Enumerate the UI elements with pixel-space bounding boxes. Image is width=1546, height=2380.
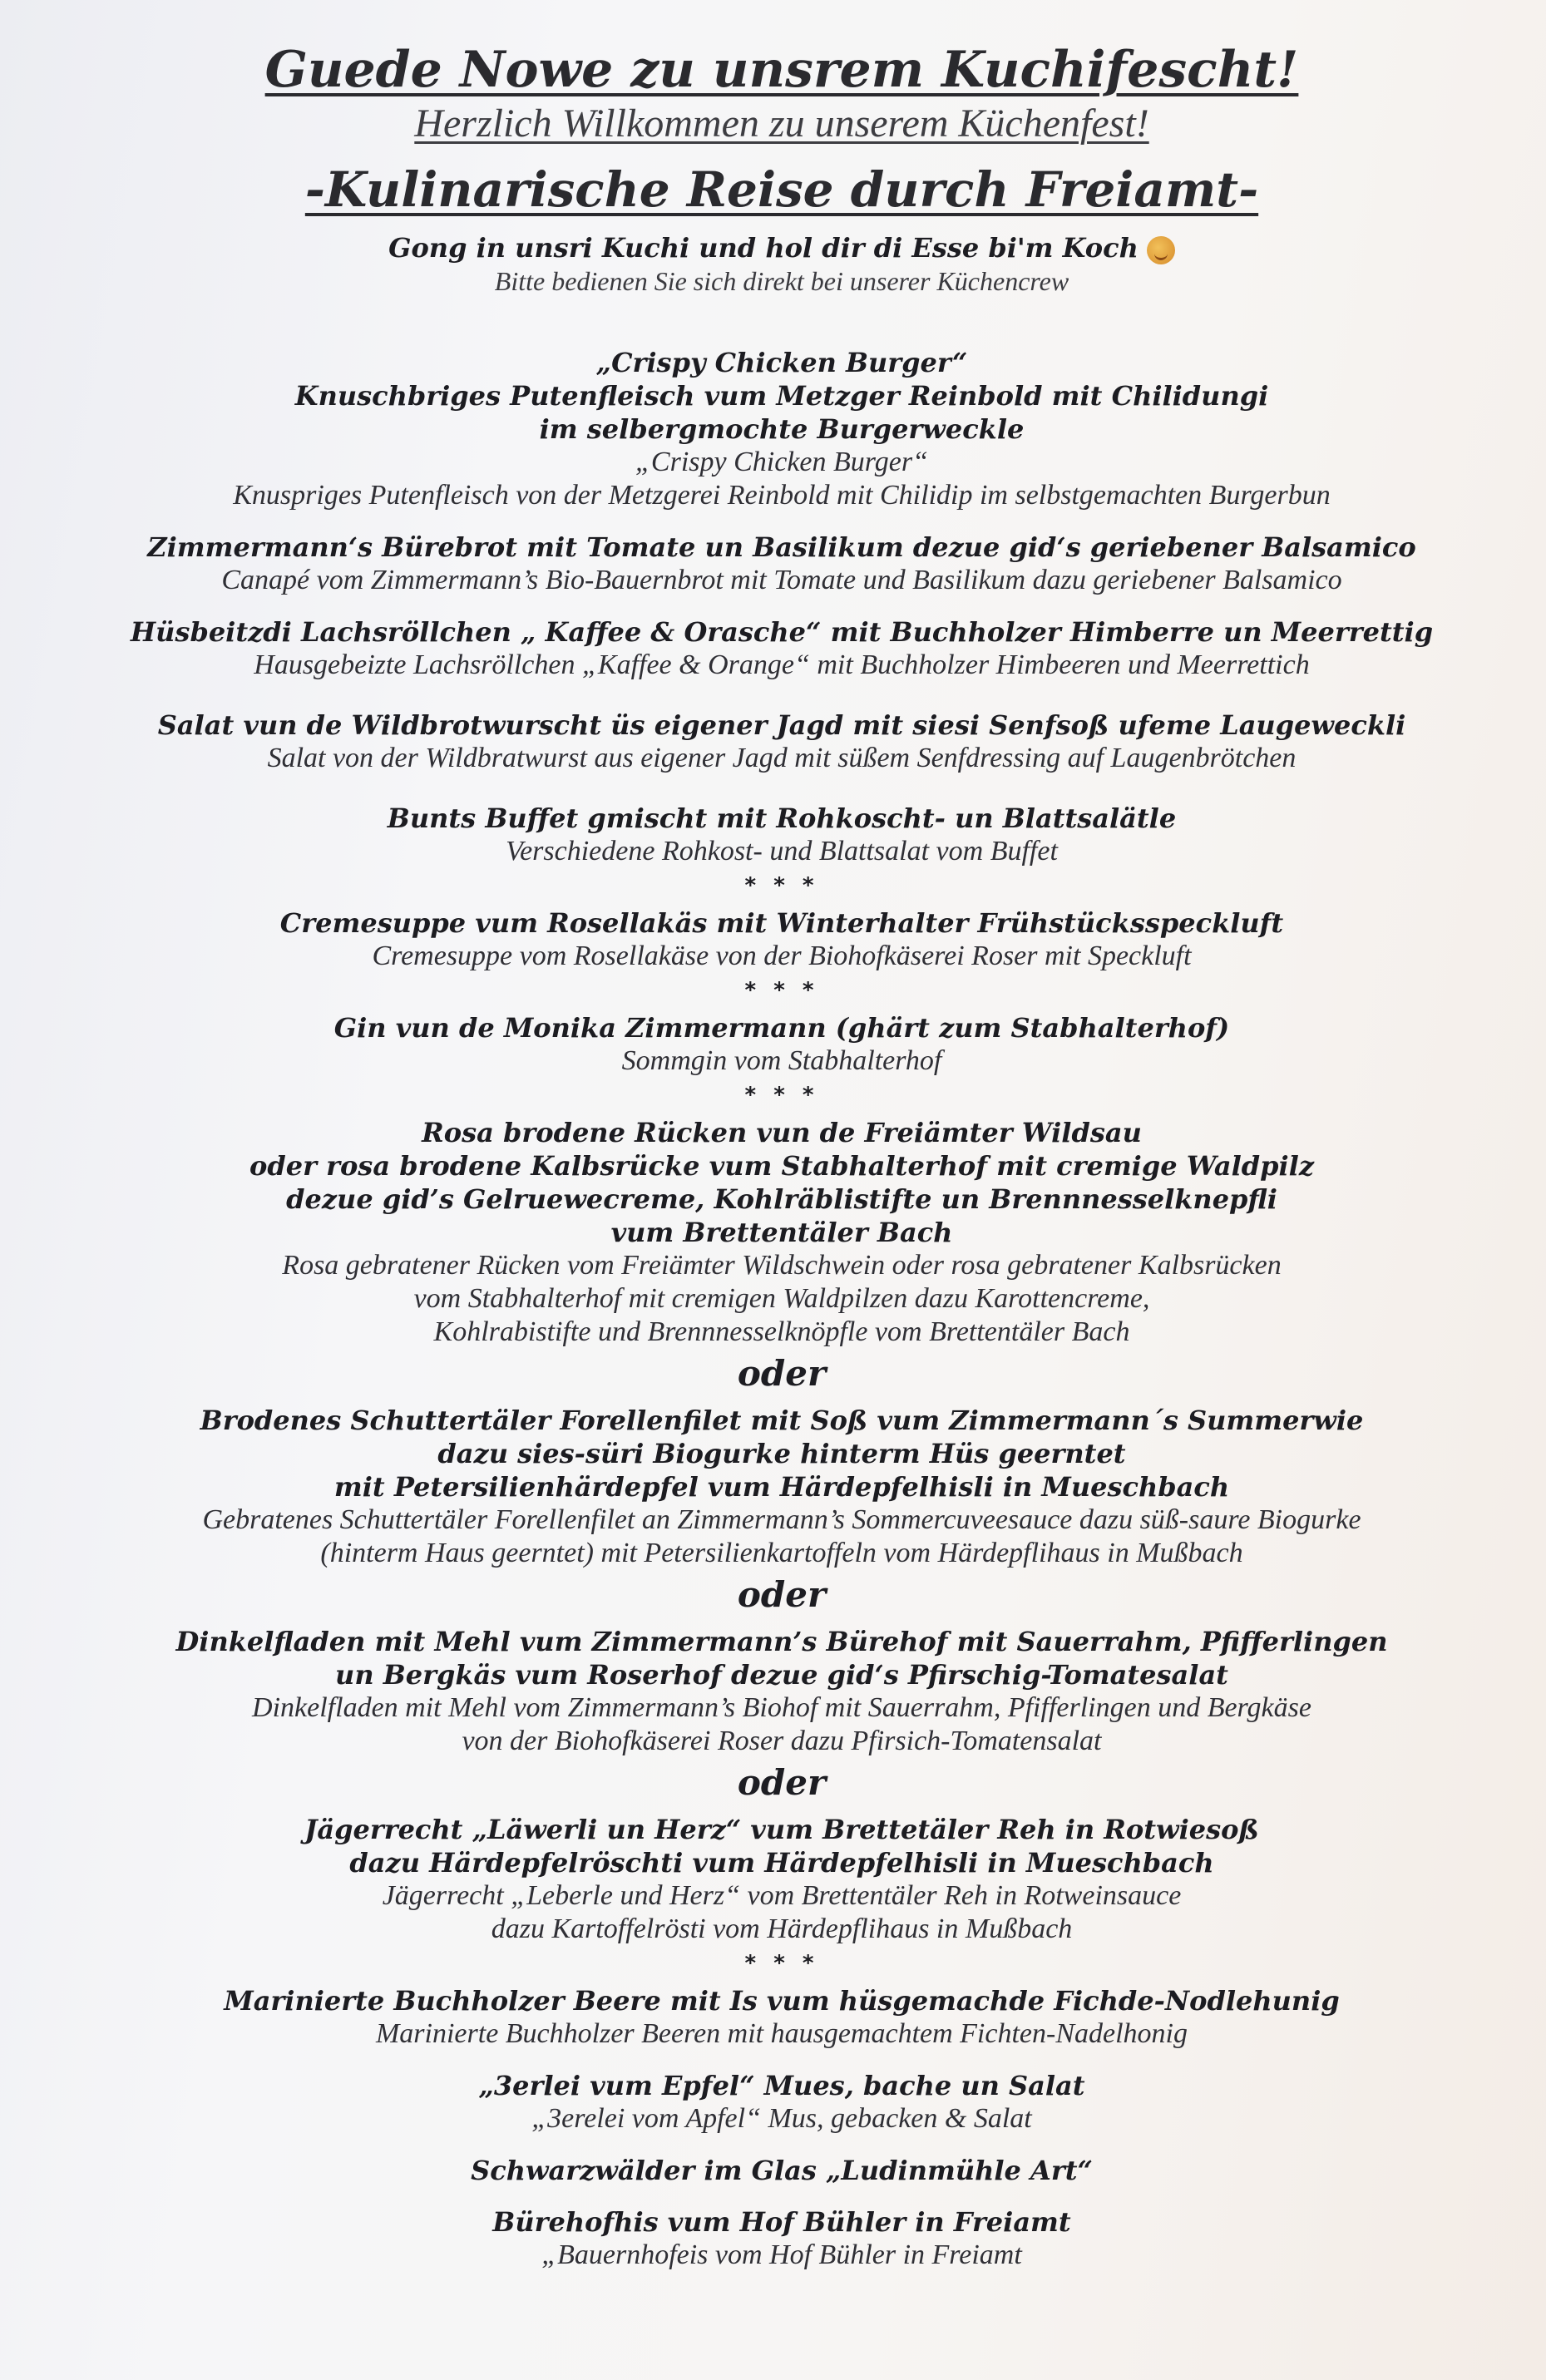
- dish-standard-line: dazu Kartoffelrösti vom Härdepflihaus in Mußbach: [491, 1913, 1073, 1944]
- dish-buffet: [50, 802, 1514, 868]
- dish-dialect-line: Gin vun de Monika Zimmermann (ghärt zum Stabhalterhof): [333, 1012, 1230, 1044]
- menu-heading: -Kulinarische Reise durch Freiamt-: [304, 161, 1259, 218]
- smiling-face-icon: [1147, 236, 1175, 264]
- dish-standard-line: Sommgin vom Stabhalterhof: [621, 1045, 942, 1076]
- course-separator: * * *: [744, 873, 819, 898]
- dish-standard-line: Salat von der Wildbratwurst aus eigener Jagd mit süßem Senfdressing auf Laugenbrötchen: [267, 743, 1297, 773]
- or-divider: oder: [737, 1762, 827, 1803]
- dish-dialect-line: „3erlei vum Epfel“ Mues, bache un Salat: [478, 2070, 1085, 2101]
- dish-standard-line: Kohlrabistifte und Brennnesselknöpfle vom Brettentäler Bach: [433, 1316, 1130, 1347]
- dish-dialect-line: Bunts Buffet gmischt mit Rohkoscht- un Blattsalätle: [387, 802, 1177, 834]
- or-divider: oder: [737, 1353, 827, 1394]
- dish-cremesuppe: [50, 906, 1514, 973]
- dish-dialect-line: im selbergmochte Burgerweckle: [539, 413, 1025, 445]
- menu-title-standard: Herzlich Willkommen zu unserem Küchenfest!: [414, 101, 1149, 146]
- dish-dialect-line: dezue gid’s Gelruewecreme, Kohlräblistifte un Brennnesselknepfli: [286, 1183, 1277, 1215]
- dish-gin: [50, 1011, 1514, 1078]
- dish-schwarzwaelder-im-glas: [50, 2154, 1514, 2187]
- dish-dialect-line: „Crispy Chicken Burger“: [595, 347, 968, 378]
- course-separator: * * *: [744, 1951, 819, 1976]
- dish-dialect-line: mit Petersilienhärdepfel vum Härdepfelhisli in Mueschbach: [333, 1471, 1230, 1503]
- dish-standard-line: Marinierte Buchholzer Beeren mit hausgemachtem Fichten-Nadelhonig: [375, 2018, 1188, 2049]
- dish-standard-line: „Bauernhofeis vom Hof Bühler in Freiamt: [541, 2239, 1022, 2270]
- dish-dialect-line: Knuschbriges Putenfleisch vum Metzger Reinbold mit Chilidungi: [294, 380, 1269, 412]
- dish-standard-line: Dinkelfladen mit Mehl vom Zimmermann’s Biohof mit Sauerrahm, Pfifferlingen und Bergkäse: [252, 1692, 1311, 1723]
- dish-standard-line: „3erelei vom Apfel“ Mus, gebacken & Salat: [531, 2103, 1032, 2134]
- dish-dialect-line: Schwarzwälder im Glas „Ludinmühle Art“: [471, 2155, 1093, 2186]
- dish-standard-line: „Crispy Chicken Burger“: [635, 447, 928, 477]
- dish-standard-line: vom Stabhalterhof mit cremigen Waldpilzen dazu Karottencreme,: [413, 1283, 1150, 1314]
- dish-dialect-line: dazu Härdepfelröschti vum Härdepfelhisli in Mueschbach: [349, 1847, 1214, 1879]
- dish-dialect-line: Rosa brodene Rücken vun de Freiämter Wildsau: [422, 1117, 1142, 1148]
- dish-dialect-line: oder rosa brodene Kalbsrücke vum Stabhalterhof mit cremige Waldpilz: [249, 1150, 1314, 1182]
- dish-dialect-line: Zimmermann‘s Bürebrot mit Tomate un Basilikum dezue gid‘s geriebener Balsamico: [147, 531, 1416, 563]
- dish-standard-line: Gebratenes Schuttertäler Forellenfilet an Zimmermann’s Sommercuveesauce dazu süß-saure Biogurke: [202, 1504, 1361, 1535]
- dish-standard-line: Verschiedene Rohkost- und Blattsalat vom Buffet: [506, 836, 1058, 867]
- dish-crispy-chicken-burger: [50, 346, 1514, 512]
- menu-sheet: [50, 40, 1514, 2290]
- dish-standard-line: von der Biohofkäserei Roser dazu Pfirsich-Tomatensalat: [462, 1726, 1102, 1756]
- course-separator: * * *: [744, 1083, 819, 1108]
- dish-dialect-line: Brodenes Schuttertäler Forellenfilet mit Soß vum Zimmermann´s Summerwie: [200, 1405, 1364, 1436]
- dish-dialect-line: Jägerrecht „Läwerli un Herz“ vum Brettetäler Reh in Rotwiesoß: [304, 1814, 1259, 1845]
- dish-standard-line: Canapé vom Zimmermann’s Bio-Bauernbrot mit Tomate und Basilikum dazu geriebener Balsamico: [221, 565, 1342, 595]
- dish-dialect-line: Salat vun de Wildbrotwurscht üs eigener Jagd mit siesi Senfsoß ufeme Laugeweckli: [157, 709, 1406, 741]
- dish-buchholzer-beeren: [50, 1984, 1514, 2051]
- dish-dinkelfladen: [50, 1625, 1514, 1758]
- or-divider: oder: [737, 1574, 827, 1615]
- dish-dialect-line: un Bergkäs vum Roserhof dezue gid‘s Pfirschig-Tomatesalat: [335, 1659, 1228, 1691]
- dish-3erlei-apfel: [50, 2069, 1514, 2136]
- dish-standard-line: Hausgebeizte Lachsröllchen „Kaffee & Orange“ mit Buchholzer Himbeeren und Meerrettich: [254, 649, 1310, 680]
- dish-buerebrot: [50, 531, 1514, 597]
- dish-dialect-line: Hüsbeitzdi Lachsröllchen „ Kaffee & Orasche“ mit Buchholzer Himberre un Meerrettig: [130, 616, 1434, 648]
- dish-jaegerrecht: [50, 1813, 1514, 1946]
- dish-wildbratwurst-salat: [50, 709, 1514, 775]
- dish-dialect-line: dazu sies-süri Biogurke hinterm Hüs geerntet: [437, 1438, 1126, 1469]
- dish-dialect-line: vum Brettentäler Bach: [610, 1217, 953, 1248]
- dish-standard-line: (hinterm Haus geerntet) mit Petersilienkartoffeln vom Härdepflihaus in Mußbach: [320, 1538, 1243, 1568]
- dish-dialect-line: Marinierte Buchholzer Beere mit Is vum hüsgemachde Fichde-Nodlehunig: [224, 1985, 1340, 2017]
- dish-standard-line: Knuspriges Putenfleisch von der Metzgerei Reinbold mit Chilidip im selbstgemachten Burgerbun: [233, 480, 1331, 511]
- dish-standard-line: Rosa gebratener Rücken vom Freiämter Wildschwein oder rosa gebratener Kalbsrücken: [282, 1250, 1282, 1281]
- dish-dialect-line: Bürehofhis vum Hof Bühler in Freiamt: [492, 2206, 1071, 2238]
- dish-dialect-line: Dinkelfladen mit Mehl vum Zimmermann’s Bürehof mit Sauerrahm, Pfifferlingen: [175, 1626, 1388, 1657]
- menu-title: Guede Nowe zu unsrem Kuchifescht!: [264, 41, 1299, 99]
- intro-standard: Bitte bedienen Sie sich direkt bei unserer Küchencrew: [494, 266, 1069, 296]
- intro-dialect: [50, 231, 1514, 264]
- intro-dialect-text: Gong in unsri Kuchi und hol dir di Esse bi'm Koch: [388, 232, 1139, 264]
- dish-standard-line: Cremesuppe vom Rosellakäse von der Biohofkäserei Roser mit Speckluft: [372, 941, 1192, 971]
- dish-standard-line: Jägerrecht „Leberle und Herz“ vom Brettentäler Reh in Rotweinsauce: [382, 1880, 1182, 1911]
- dish-lachsroellchen: [50, 615, 1514, 682]
- dish-dialect-line: Cremesuppe vum Rosellakäs mit Winterhalter Frühstücksspeckluft: [279, 907, 1284, 939]
- dish-wildsau-kalbsruecken: [50, 1116, 1514, 1349]
- dish-bauernhofeis: [50, 2205, 1514, 2272]
- course-separator: * * *: [744, 978, 819, 1003]
- dish-forellenfilet: [50, 1404, 1514, 1570]
